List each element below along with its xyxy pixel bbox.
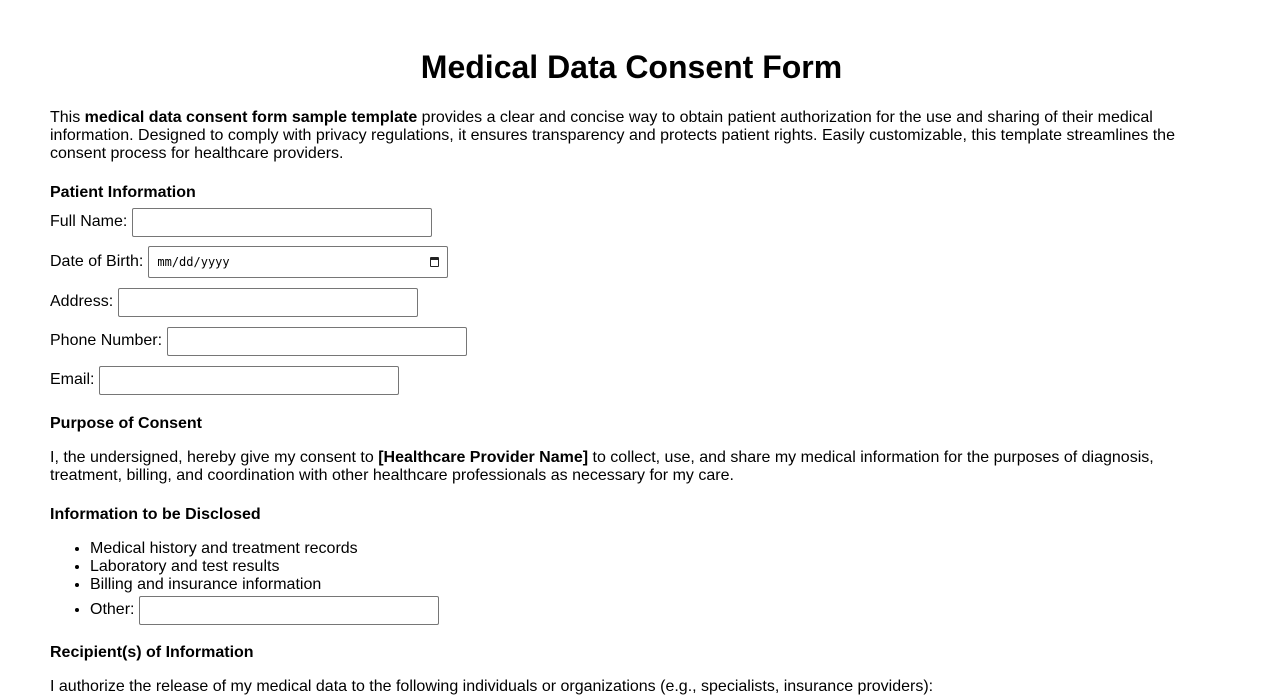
list-item: • Laboratory and test results bbox=[90, 558, 1213, 576]
dob-label: Date of Birth: bbox=[50, 253, 144, 270]
intro-suffix: provides a clear and concise way to obtain patient authorization for the use and sharing of their medical information. Designed to comply with privacy regulations, it ensures transparency and protects patient rights. Easily customizable, this template streamlines the consent process for healthcare providers. bbox=[50, 109, 1175, 162]
full-name-row bbox=[50, 207, 1213, 237]
recipients-heading: Recipient(s) of Information bbox=[50, 644, 254, 661]
address-label: Address: bbox=[50, 293, 114, 310]
provider-name-placeholder: [Healthcare Provider Name] bbox=[378, 449, 589, 466]
recipients-paragraph: I authorize the release of my medical data to the following individuals or organizations (e.g., specialists, insurance providers): bbox=[50, 678, 934, 695]
list-item: • Medical history and treatment records bbox=[90, 540, 1213, 558]
other-input[interactable] bbox=[139, 596, 439, 625]
patient-info-heading: Patient Information bbox=[50, 184, 196, 201]
list-item: • Billing and insurance information bbox=[90, 576, 1213, 594]
full-name-input[interactable] bbox=[132, 208, 432, 237]
email-input[interactable] bbox=[99, 366, 399, 395]
dob-input[interactable] bbox=[148, 246, 448, 278]
full-name-label: Full Name: bbox=[50, 213, 128, 230]
disclosed-list bbox=[50, 540, 1213, 626]
purpose-prefix: I, the undersigned, hereby give my consent to bbox=[50, 449, 379, 466]
intro-paragraph bbox=[50, 109, 1213, 163]
phone-input[interactable] bbox=[167, 327, 467, 356]
email-label: Email: bbox=[50, 371, 95, 388]
intro-bold: medical data consent form sample template bbox=[84, 109, 418, 126]
disclosed-heading: Information to be Disclosed bbox=[50, 506, 261, 523]
other-label: • Other: bbox=[90, 601, 135, 618]
list-item-other bbox=[90, 594, 1213, 626]
dob-placeholder: mm/dd/yyyy bbox=[157, 255, 230, 269]
email-row bbox=[50, 365, 1213, 395]
purpose-paragraph bbox=[50, 449, 1213, 485]
purpose-suffix: to collect, use, and share my medical information for the purposes of diagnosis, treatment, billing, and coordination with other healthcare professionals as necessary for my care. bbox=[50, 449, 1154, 484]
calendar-icon[interactable] bbox=[430, 257, 439, 267]
intro-prefix: This bbox=[50, 109, 85, 126]
address-input[interactable] bbox=[118, 288, 418, 317]
purpose-heading: Purpose of Consent bbox=[50, 415, 203, 432]
page-title: Medical Data Consent Form bbox=[420, 49, 843, 85]
phone-label: Phone Number: bbox=[50, 332, 163, 349]
address-row bbox=[50, 287, 1213, 317]
dob-row bbox=[50, 246, 1213, 278]
phone-row bbox=[50, 326, 1213, 356]
